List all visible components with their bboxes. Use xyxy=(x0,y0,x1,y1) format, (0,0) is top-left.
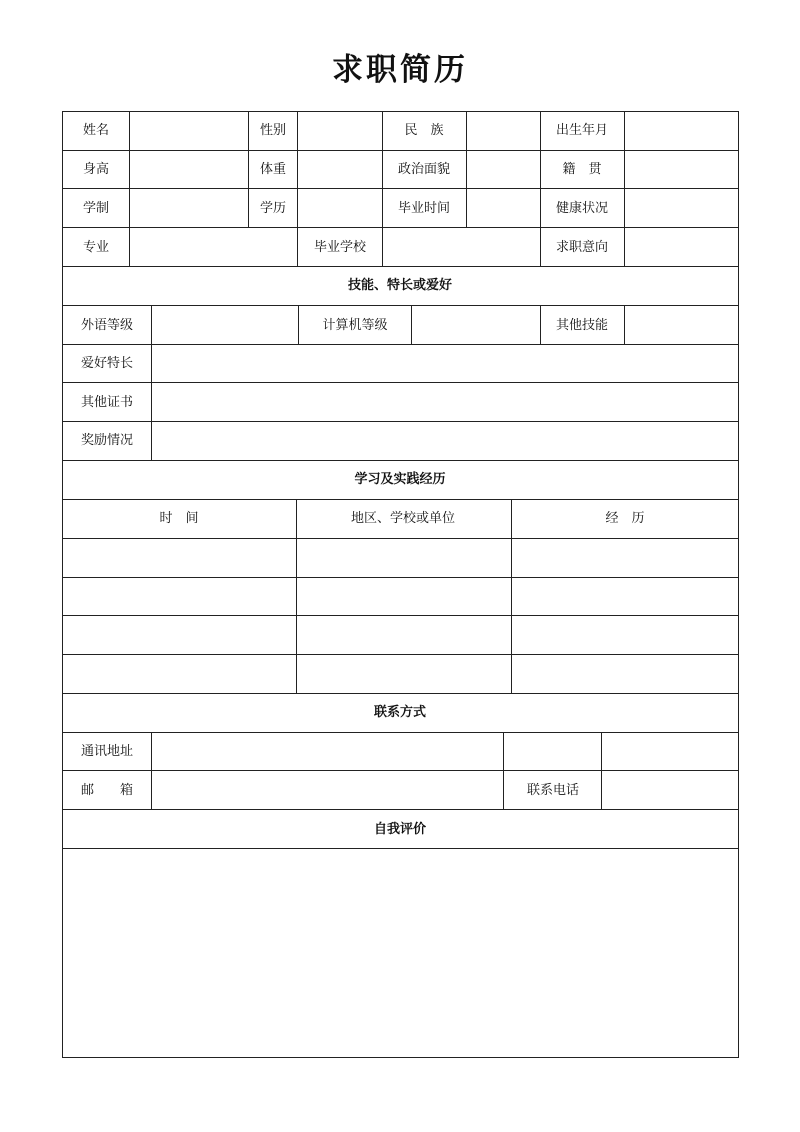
native-place-label: 籍 贯 xyxy=(562,162,602,177)
row-divider xyxy=(62,266,739,267)
job-intent-label: 求职意向 xyxy=(555,240,609,255)
page-title: 求职简历 xyxy=(332,52,468,88)
experience-detail-cell[interactable] xyxy=(512,578,738,615)
experience-place-cell[interactable] xyxy=(297,616,511,654)
weight-label: 体重 xyxy=(259,162,287,177)
computer-level-label: 计算机等级 xyxy=(322,318,388,333)
experience-time-cell[interactable] xyxy=(63,655,296,693)
name-label: 姓名 xyxy=(82,123,110,138)
row-divider xyxy=(62,499,739,500)
contact-extra-label-cell xyxy=(504,733,601,770)
experience-place-cell[interactable] xyxy=(297,578,511,615)
weight-field[interactable] xyxy=(298,151,382,188)
birth-label: 出生年月 xyxy=(555,123,609,138)
gender-label: 性别 xyxy=(259,123,287,138)
contact-extra-field[interactable] xyxy=(602,733,738,770)
address-label: 通讯地址 xyxy=(80,744,134,759)
ethnicity-field[interactable] xyxy=(467,112,540,150)
experience-col-experience: 经 历 xyxy=(605,511,645,526)
schooling-label: 学制 xyxy=(82,201,110,216)
col-divider xyxy=(540,227,541,266)
col-divider xyxy=(382,111,383,227)
major-label: 专业 xyxy=(82,240,110,255)
self-evaluation-section-title: 自我评价 xyxy=(373,822,427,837)
contact-section-title: 联系方式 xyxy=(373,705,427,720)
name-field[interactable] xyxy=(130,112,248,150)
health-field[interactable] xyxy=(625,189,738,227)
experience-col-time: 时 间 xyxy=(159,511,199,526)
awards-field[interactable] xyxy=(152,422,738,460)
job-intent-field[interactable] xyxy=(625,228,738,266)
certificates-label: 其他证书 xyxy=(80,395,134,410)
height-field[interactable] xyxy=(130,151,248,188)
political-status-label: 政治面貌 xyxy=(397,162,451,177)
experience-time-cell[interactable] xyxy=(63,578,296,615)
awards-label: 奖励情况 xyxy=(80,433,134,448)
experience-time-cell[interactable] xyxy=(63,616,296,654)
col-divider xyxy=(297,227,298,266)
political-status-field[interactable] xyxy=(467,151,540,188)
education-field[interactable] xyxy=(298,189,382,227)
phone-field[interactable] xyxy=(602,771,738,809)
ethnicity-label: 民 族 xyxy=(404,123,444,138)
address-field[interactable] xyxy=(152,733,503,770)
email-field[interactable] xyxy=(152,771,503,809)
health-label: 健康状况 xyxy=(555,201,609,216)
experience-place-cell[interactable] xyxy=(297,655,511,693)
experience-detail-cell[interactable] xyxy=(512,655,738,693)
col-divider xyxy=(298,305,299,344)
hobbies-label: 爱好特长 xyxy=(80,356,134,371)
experience-detail-cell[interactable] xyxy=(512,539,738,577)
hobbies-field[interactable] xyxy=(152,345,738,382)
computer-level-field[interactable] xyxy=(412,306,540,344)
graduation-time-label: 毕业时间 xyxy=(397,201,451,216)
col-divider xyxy=(248,111,249,227)
school-field[interactable] xyxy=(383,228,540,266)
experience-time-cell[interactable] xyxy=(63,539,296,577)
col-divider xyxy=(540,305,541,344)
education-label: 学历 xyxy=(259,201,287,216)
major-field[interactable] xyxy=(130,228,297,266)
school-label: 毕业学校 xyxy=(313,240,367,255)
experience-detail-cell[interactable] xyxy=(512,616,738,654)
email-label: 邮 箱 xyxy=(80,783,134,798)
schooling-field[interactable] xyxy=(130,189,248,227)
experience-place-cell[interactable] xyxy=(297,539,511,577)
other-skills-field[interactable] xyxy=(625,306,738,344)
foreign-language-field[interactable] xyxy=(152,306,298,344)
experience-col-place: 地区、学校或单位 xyxy=(350,511,456,526)
col-divider xyxy=(540,111,541,227)
foreign-language-label: 外语等级 xyxy=(80,318,134,333)
birth-field[interactable] xyxy=(625,112,738,150)
self-evaluation-field[interactable] xyxy=(63,849,738,1057)
row-divider xyxy=(62,460,739,461)
experience-section-title: 学习及实践经历 xyxy=(354,472,446,487)
other-skills-label: 其他技能 xyxy=(555,318,609,333)
height-label: 身高 xyxy=(82,162,110,177)
certificates-field[interactable] xyxy=(152,383,738,421)
native-place-field[interactable] xyxy=(625,151,738,188)
skills-section-title: 技能、特长或爱好 xyxy=(347,278,453,293)
phone-label: 联系电话 xyxy=(526,783,580,798)
row-divider xyxy=(62,693,739,694)
row-divider xyxy=(62,809,739,810)
gender-field[interactable] xyxy=(298,112,382,150)
graduation-time-field[interactable] xyxy=(467,189,540,227)
